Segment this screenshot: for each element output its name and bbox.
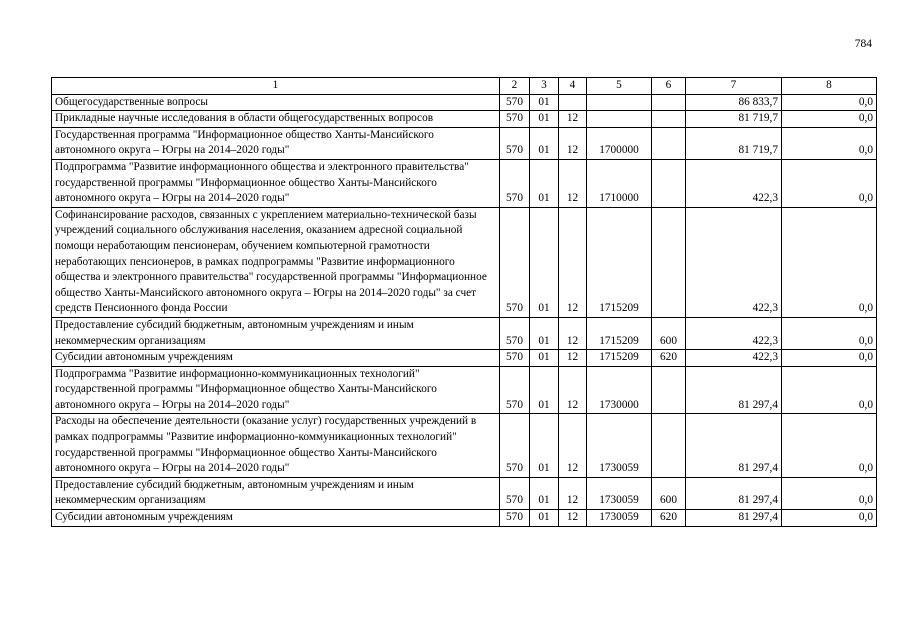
- row-cell: 01: [530, 477, 559, 509]
- row-cell: 0,0: [782, 159, 877, 207]
- row-cell: 0,0: [782, 350, 877, 367]
- row-cell: 81 297,4: [686, 366, 782, 414]
- row-cell: 570: [500, 510, 530, 527]
- row-cell: [587, 94, 652, 111]
- row-cell: [587, 111, 652, 128]
- row-cell: 0,0: [782, 366, 877, 414]
- row-cell: 01: [530, 366, 559, 414]
- table-row: [52, 477, 877, 509]
- row-name: Подпрограмма "Развитие информационно-коммуникационных технологий" государственной программы "Информационное общество Ханты-Мансийского автономного округа – Югры на 2014–2020 годы": [52, 366, 500, 414]
- table-row: [52, 207, 877, 317]
- row-cell: 81 297,4: [686, 510, 782, 527]
- row-cell: 1730000: [587, 366, 652, 414]
- row-cell: 570: [500, 366, 530, 414]
- header-cell: 7: [686, 78, 782, 95]
- row-cell: 12: [559, 350, 587, 367]
- table-row: [52, 350, 877, 367]
- row-cell: 570: [500, 317, 530, 349]
- row-cell: 12: [559, 111, 587, 128]
- table-row: [52, 414, 877, 477]
- row-cell: 600: [652, 317, 686, 349]
- row-cell: 0,0: [782, 94, 877, 111]
- row-cell: 570: [500, 127, 530, 159]
- row-name: Подпрограмма "Развитие информационного общества и электронного правительства" государственной программы "Информационное общество Ханты-Мансийского автономного округа – Югры на 2014–2020 годы": [52, 159, 500, 207]
- row-cell: [652, 366, 686, 414]
- row-cell: [559, 94, 587, 111]
- row-cell: 12: [559, 159, 587, 207]
- row-cell: 01: [530, 414, 559, 477]
- row-cell: 12: [559, 127, 587, 159]
- row-cell: 12: [559, 207, 587, 317]
- row-cell: 570: [500, 111, 530, 128]
- header-cell: 4: [559, 78, 587, 95]
- row-cell: 1700000: [587, 127, 652, 159]
- row-cell: 0,0: [782, 111, 877, 128]
- header-cell: 2: [500, 78, 530, 95]
- row-cell: 0,0: [782, 414, 877, 477]
- row-name: Расходы на обеспечение деятельности (оказание услуг) государственных учреждений в рамках подпрограммы "Развитие информационно-коммуникационных технологий" государственной программы "Информационное общество Ханты-Мансийского автономного округа – Югры на 2014–2020 годы": [52, 414, 500, 477]
- table-row: [52, 94, 877, 111]
- row-cell: [652, 94, 686, 111]
- row-name: Предоставление субсидий бюджетным, автономным учреждениям и иным некоммерческим организациям: [52, 317, 500, 349]
- row-cell: [652, 159, 686, 207]
- row-cell: 0,0: [782, 317, 877, 349]
- header-cell: 1: [52, 78, 500, 95]
- row-name: Прикладные научные исследования в области общегосударственных вопросов: [52, 111, 500, 128]
- row-cell: 570: [500, 94, 530, 111]
- row-name: Предоставление субсидий бюджетным, автономным учреждениям и иным некоммерческим организациям: [52, 477, 500, 509]
- row-cell: 81 297,4: [686, 414, 782, 477]
- table-row: [52, 317, 877, 349]
- row-cell: 01: [530, 207, 559, 317]
- table-header-row: [52, 78, 877, 95]
- row-cell: 0,0: [782, 207, 877, 317]
- row-cell: 1715209: [587, 317, 652, 349]
- row-cell: 81 297,4: [686, 477, 782, 509]
- row-cell: 0,0: [782, 477, 877, 509]
- row-name: Софинансирование расходов, связанных с укреплением материально-технической базы учреждений социального обслуживания населения, оказанием адресной социальной помощи неработающим пенсионерам, обучением компьютерной грамотности неработающих пенсионеров, в рамках подпрограммы "Развитие информационного общества и электронного правительства" государственной программы "Информационное общество Ханты-Мансийского автономного округа – Югры на 2014–2020 годы" за счет средств Пенсионного фонда России: [52, 207, 500, 317]
- row-cell: 620: [652, 510, 686, 527]
- row-cell: 422,3: [686, 350, 782, 367]
- header-cell: 3: [530, 78, 559, 95]
- row-cell: 570: [500, 207, 530, 317]
- table-row: [52, 510, 877, 527]
- row-cell: 81 719,7: [686, 111, 782, 128]
- row-cell: [652, 127, 686, 159]
- row-cell: [652, 207, 686, 317]
- row-cell: 01: [530, 111, 559, 128]
- budget-table: [51, 77, 877, 527]
- row-cell: 86 833,7: [686, 94, 782, 111]
- header-cell: 5: [587, 78, 652, 95]
- row-cell: 01: [530, 510, 559, 527]
- row-cell: 1710000: [587, 159, 652, 207]
- table-row: [52, 127, 877, 159]
- row-cell: 1730059: [587, 510, 652, 527]
- row-cell: 570: [500, 414, 530, 477]
- row-cell: 01: [530, 317, 559, 349]
- row-cell: 01: [530, 159, 559, 207]
- row-cell: 12: [559, 414, 587, 477]
- row-cell: 422,3: [686, 159, 782, 207]
- row-cell: 12: [559, 510, 587, 527]
- row-cell: 1730059: [587, 414, 652, 477]
- header-cell: 8: [782, 78, 877, 95]
- row-name: Субсидии автономным учреждениям: [52, 350, 500, 367]
- row-cell: 81 719,7: [686, 127, 782, 159]
- row-cell: 422,3: [686, 207, 782, 317]
- row-name: Субсидии автономным учреждениям: [52, 510, 500, 527]
- row-cell: 01: [530, 350, 559, 367]
- row-cell: 12: [559, 317, 587, 349]
- row-cell: 12: [559, 366, 587, 414]
- row-name: Общегосударственные вопросы: [52, 94, 500, 111]
- row-cell: 01: [530, 94, 559, 111]
- row-cell: 0,0: [782, 127, 877, 159]
- row-cell: 12: [559, 477, 587, 509]
- header-cell: 6: [652, 78, 686, 95]
- row-cell: [652, 414, 686, 477]
- table-row: [52, 366, 877, 414]
- row-cell: 620: [652, 350, 686, 367]
- row-cell: 1715209: [587, 207, 652, 317]
- row-cell: 600: [652, 477, 686, 509]
- table-row: [52, 159, 877, 207]
- row-cell: 570: [500, 159, 530, 207]
- row-cell: [652, 111, 686, 128]
- row-cell: 01: [530, 127, 559, 159]
- row-cell: 570: [500, 350, 530, 367]
- table-row: [52, 111, 877, 128]
- page-number: 784: [854, 38, 872, 50]
- row-cell: 1730059: [587, 477, 652, 509]
- row-name: Государственная программа "Информационное общество Ханты-Мансийского автономного округа – Югры на 2014–2020 годы": [52, 127, 500, 159]
- row-cell: 570: [500, 477, 530, 509]
- row-cell: 0,0: [782, 510, 877, 527]
- row-cell: 422,3: [686, 317, 782, 349]
- row-cell: 1715209: [587, 350, 652, 367]
